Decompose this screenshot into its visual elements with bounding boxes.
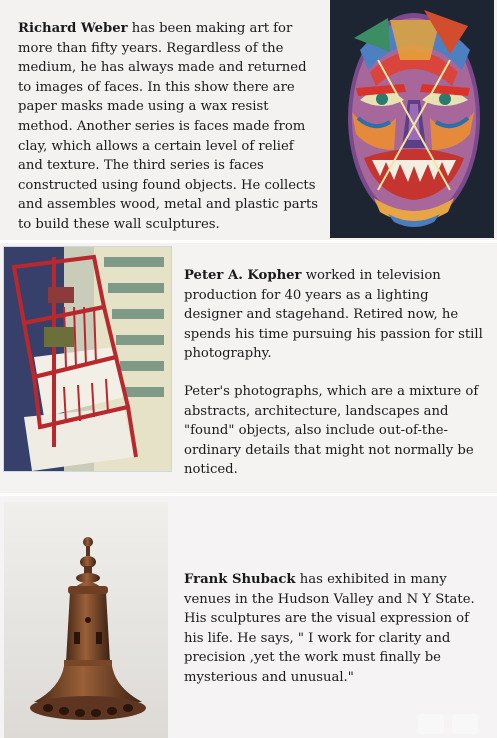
kopher-name: Peter A. Kopher (184, 268, 302, 283)
kopher-bio (184, 266, 484, 364)
weber-bio (18, 19, 322, 235)
weber-bio-text: has been making art for more than fifty years. Regardless of the medium, he has always made and returned to images of faces. In this show there are paper masks made using a wax resist method. Another series is faces made from clay, which allows a certain level of relief and texture. The third series is faces constructed using found objects. He collects and assembles wood, metal and plastic parts to build these wall sculptures. (18, 21, 319, 232)
shuback-bio-text: has exhibited in many venues in the Hudson Valley and N Y State. His sculptures are the visual expression of his life. He says, " I work for clarity and precision ,yet the work must finally be mysterious and unusual." (184, 572, 475, 685)
staircase-photo-image (3, 246, 172, 472)
sculpture-photo-image (4, 502, 168, 738)
weber-name: Richard Weber (18, 21, 128, 36)
shuback-bio (184, 570, 484, 688)
mask-artwork-image (330, 0, 494, 238)
kopher-bio-text: worked in television production for 40 years as a lighting designer and stagehand. Retired now, he spends his time pursuing his passion for still photography. (184, 268, 483, 362)
shuback-name: Frank Shuback (184, 572, 296, 587)
faint-overlay-control (418, 714, 444, 734)
kopher-bio-2: Peter's photographs, which are a mixture of abstracts, architecture, landscapes and "found" objects, also include out-of-the-ordinary details that might not normally be noticed. (184, 384, 479, 478)
faint-overlay-control (452, 714, 478, 734)
